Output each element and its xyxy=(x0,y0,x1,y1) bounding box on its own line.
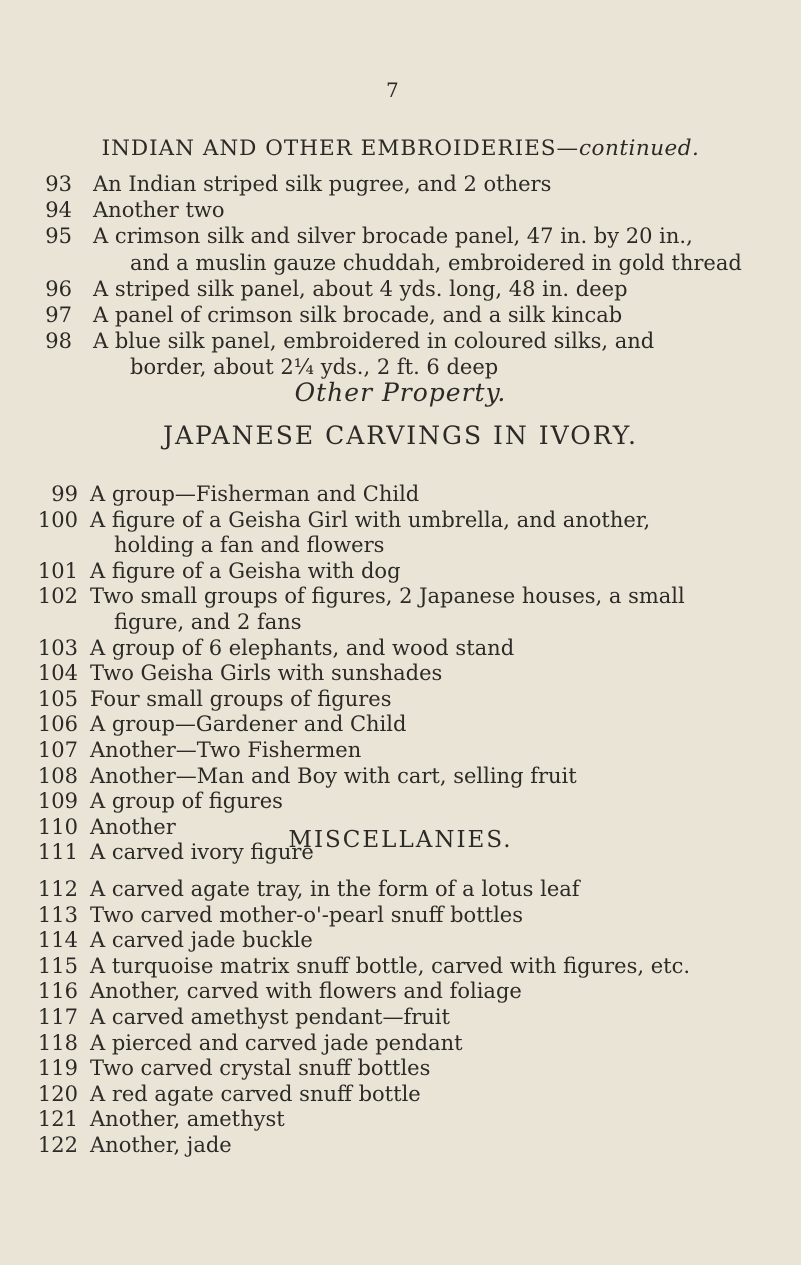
lot-row xyxy=(0,979,801,1005)
lot-description: holding a fan and flowers xyxy=(114,533,385,558)
lot-number: 102 xyxy=(37,584,78,609)
lot-row xyxy=(0,877,801,903)
lot-number: 96 xyxy=(45,276,72,301)
lot-row xyxy=(0,1107,801,1133)
lot-number: 107 xyxy=(37,738,78,762)
lot-row xyxy=(0,277,801,303)
lot-description: A carved amethyst pendant—fruit xyxy=(90,1005,450,1029)
page-number: 7 xyxy=(386,78,399,102)
lot-number: 95 xyxy=(45,224,72,249)
lot-number: 97 xyxy=(45,303,72,327)
lot-row xyxy=(0,1031,801,1057)
lot-row xyxy=(0,1056,801,1082)
lot-description: Another—Two Fishermen xyxy=(90,738,362,762)
lot-number: 112 xyxy=(37,877,78,901)
lot-description: A panel of crimson silk brocade, and a silk kincab xyxy=(93,303,623,327)
lot-description: A carved jade buckle xyxy=(90,928,313,953)
lot-description: A pierced and carved jade pendant xyxy=(90,1030,463,1055)
lot-row xyxy=(0,1082,801,1108)
lot-number: 93 xyxy=(45,172,72,196)
lot-description: A crimson silk and silver brocade panel, 47 in. by 20 in., xyxy=(93,224,693,249)
lot-row xyxy=(0,482,801,508)
lot-row xyxy=(0,303,801,329)
lot-number: 109 xyxy=(37,789,78,814)
lot-row xyxy=(0,172,801,198)
lot-number: 120 xyxy=(37,1081,78,1106)
lot-description: Another two xyxy=(93,198,225,223)
lot-number: 103 xyxy=(37,635,78,660)
lot-number: 110 xyxy=(37,814,78,839)
lot-number: 119 xyxy=(37,1056,78,1081)
lot-number: 118 xyxy=(37,1030,78,1055)
lot-description: border, about 2¼ yds., 2 ft. 6 deep xyxy=(130,355,499,380)
lot-description: A carved ivory figure xyxy=(90,840,314,865)
lot-number: 104 xyxy=(37,661,78,686)
lot-row xyxy=(0,1005,801,1031)
lot-row xyxy=(0,712,801,738)
lot-description: Another, amethyst xyxy=(90,1107,285,1132)
header-continued: continued. xyxy=(579,136,700,161)
lot-number: 108 xyxy=(37,763,78,788)
lot-row xyxy=(0,789,801,815)
lot-row xyxy=(0,329,801,355)
japanese-carvings-heading: JAPANESE CARVINGS IN IVORY. xyxy=(162,421,639,450)
page-header xyxy=(0,136,801,161)
lot-number: 121 xyxy=(37,1107,78,1132)
lot-row-continuation xyxy=(0,610,801,636)
lot-number: 106 xyxy=(37,712,78,737)
lot-row xyxy=(0,738,801,764)
lot-description: Two carved mother-o'-pearl snuff bottles xyxy=(90,902,524,927)
lot-description: Another xyxy=(90,814,176,839)
lot-row xyxy=(0,584,801,610)
lot-number: 116 xyxy=(37,979,78,1004)
header-title: INDIAN AND OTHER EMBROIDERIES— xyxy=(101,136,580,161)
lot-number: 105 xyxy=(37,686,78,711)
lot-description: A blue silk panel, embroidered in coloured silks, and xyxy=(93,329,655,354)
lot-description: A red agate carved snuff bottle xyxy=(90,1081,421,1106)
lot-row xyxy=(0,954,801,980)
lot-row xyxy=(0,903,801,929)
lot-description: A group of figures xyxy=(90,789,283,814)
lot-number: 111 xyxy=(37,840,78,865)
lot-description: Another—Man and Boy with cart, selling fruit xyxy=(90,763,577,788)
lot-row xyxy=(0,687,801,713)
lot-description: A group—Gardener and Child xyxy=(90,712,407,737)
lot-number: 114 xyxy=(37,928,78,953)
miscellanies-heading: MISCELLANIES. xyxy=(288,827,513,853)
lot-description: Two Geisha Girls with sunshades xyxy=(90,661,443,686)
lot-description: A carved agate tray, in the form of a lotus leaf xyxy=(90,877,580,901)
lot-row xyxy=(0,928,801,954)
lot-row xyxy=(0,224,801,250)
lot-row-continuation xyxy=(0,251,801,277)
lot-row xyxy=(0,1133,801,1159)
lot-row xyxy=(0,764,801,790)
lot-description: Two carved crystal snuff bottles xyxy=(90,1056,431,1081)
lot-number: 94 xyxy=(45,198,72,223)
lot-row xyxy=(0,198,801,224)
lot-description: A figure of a Geisha Girl with umbrella, and another, xyxy=(90,507,651,532)
lot-description: Four small groups of figures xyxy=(90,686,392,711)
lot-description: A group—Fisherman and Child xyxy=(90,482,420,506)
lot-number: 101 xyxy=(37,558,78,583)
lot-description: and a muslin gauze chuddah, embroidered in gold thread xyxy=(130,250,742,275)
lot-description: A group of 6 elephants, and wood stand xyxy=(90,635,515,660)
lot-row xyxy=(0,559,801,585)
lot-number: 100 xyxy=(37,507,78,532)
lot-description: Two small groups of figures, 2 Japanese houses, a small xyxy=(90,584,685,609)
lot-row-continuation xyxy=(0,533,801,559)
lot-description: Another, jade xyxy=(90,1133,232,1157)
lot-row xyxy=(0,636,801,662)
lot-number: 113 xyxy=(37,902,78,927)
lot-number: 122 xyxy=(37,1133,78,1157)
lot-description: An Indian striped silk pugree, and 2 others xyxy=(93,172,552,196)
lot-number: 117 xyxy=(37,1005,78,1029)
lot-description: figure, and 2 fans xyxy=(114,610,302,634)
lot-description: Another, carved with flowers and foliage xyxy=(90,979,522,1004)
lot-description: A turquoise matrix snuff bottle, carved with figures, etc. xyxy=(90,953,691,978)
other-property-heading: Other Property. xyxy=(294,378,507,407)
lot-row xyxy=(0,508,801,534)
lot-number: 115 xyxy=(37,953,78,978)
lot-number: 99 xyxy=(51,482,78,506)
lot-description: A figure of a Geisha with dog xyxy=(90,558,401,583)
lot-description: A striped silk panel, about 4 yds. long, 48 in. deep xyxy=(93,276,628,301)
lot-number: 98 xyxy=(45,329,72,354)
lot-row xyxy=(0,661,801,687)
